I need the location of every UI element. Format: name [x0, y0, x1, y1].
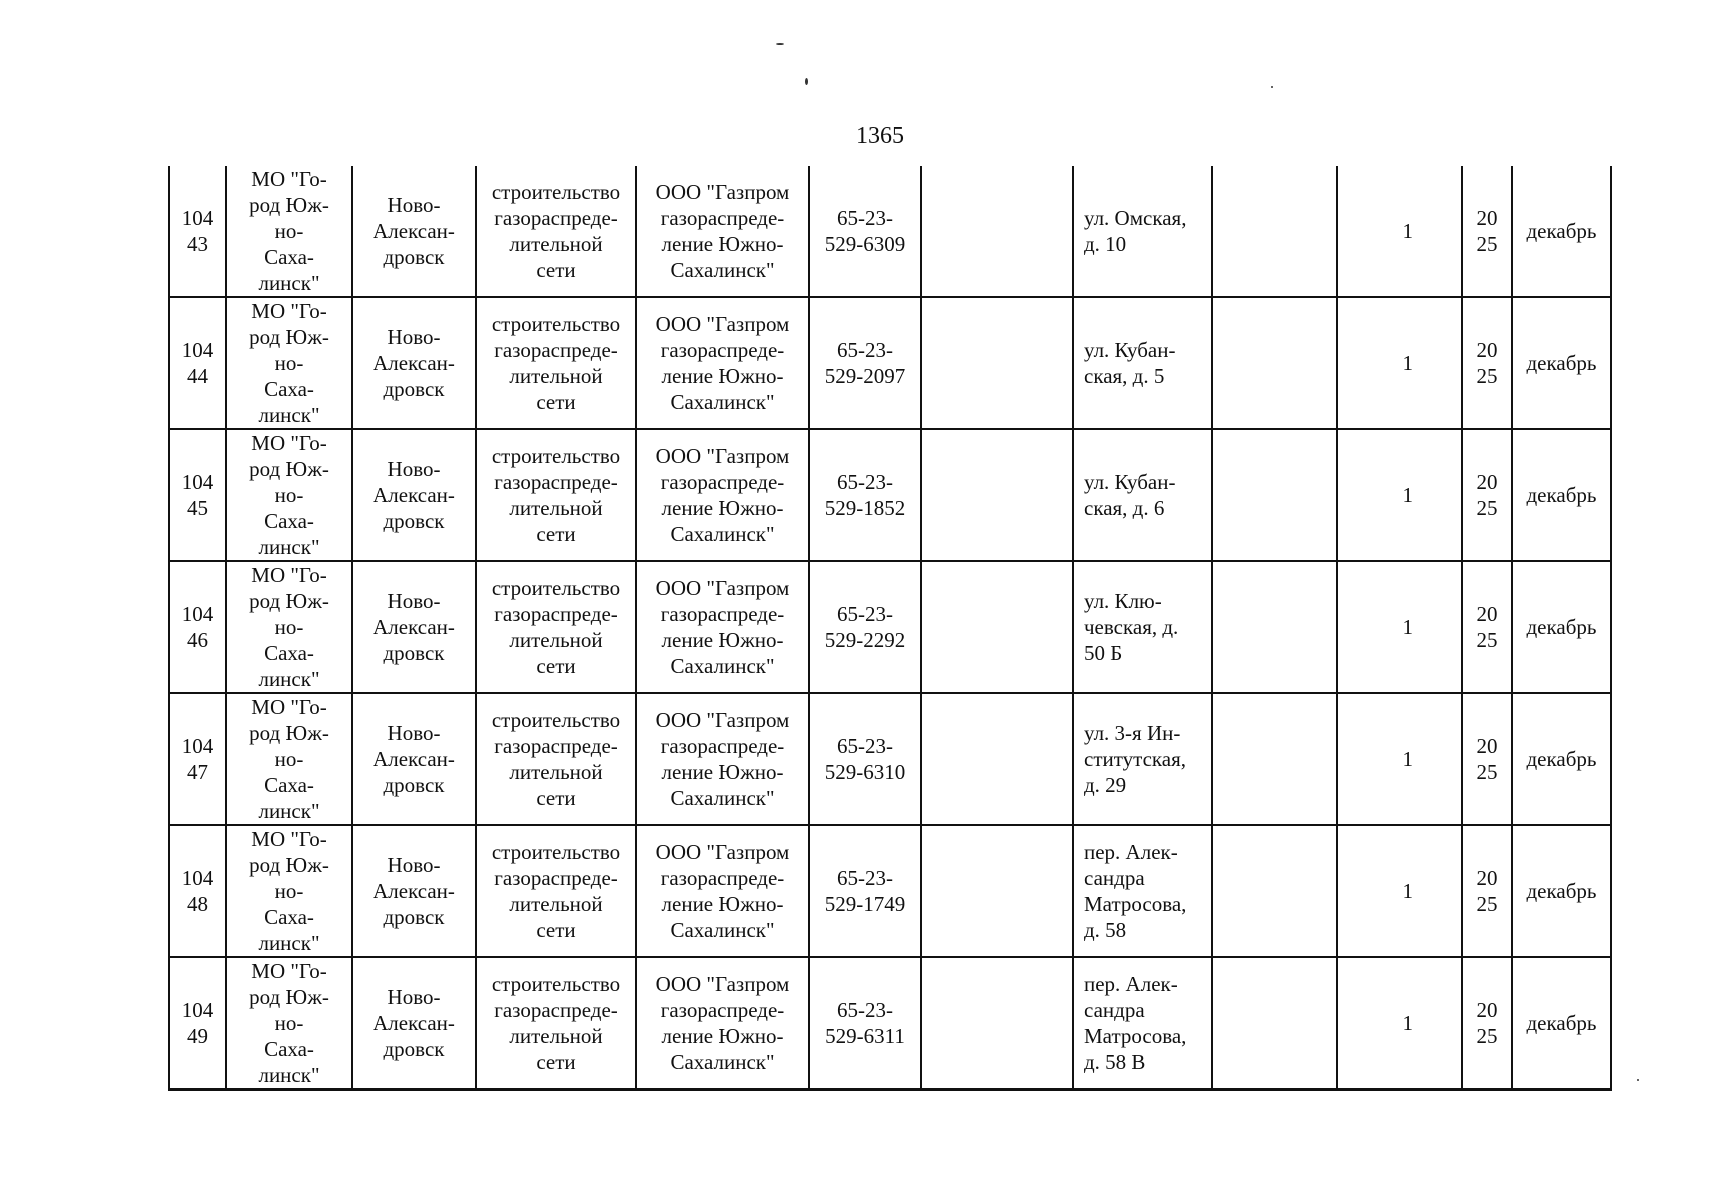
cell-month: декабрь — [1512, 825, 1611, 957]
cell-address: ул. Кубан- ская, д. 6 — [1073, 429, 1212, 561]
cell-empty — [921, 561, 1073, 693]
cell-work-type: строительство газораспреде- лительной сети — [476, 166, 636, 297]
cell-code: 65-23- 529-6310 — [809, 693, 921, 825]
table-row — [169, 561, 1611, 693]
cell-count: 1 — [1337, 166, 1462, 297]
cell-count: 1 — [1337, 825, 1462, 957]
cell-work-type: строительство газораспреде- лительной сети — [476, 825, 636, 957]
cell-year: 20 25 — [1462, 297, 1512, 429]
cell-empty — [921, 297, 1073, 429]
cell-year: 20 25 — [1462, 693, 1512, 825]
cell-locality: Ново- Алексан- дровск — [352, 825, 476, 957]
cell-year: 20 25 — [1462, 429, 1512, 561]
cell-month: декабрь — [1512, 957, 1611, 1090]
cell-organization: ООО "Газпром газораспреде- ление Южно- Сахалинск" — [636, 561, 809, 693]
cell-locality: Ново- Алексан- дровск — [352, 429, 476, 561]
cell-month: декабрь — [1512, 297, 1611, 429]
cell-number: 104 47 — [169, 693, 226, 825]
cell-organization: ООО "Газпром газораспреде- ление Южно- Сахалинск" — [636, 297, 809, 429]
cell-code: 65-23- 529-2097 — [809, 297, 921, 429]
cell-organization: ООО "Газпром газораспреде- ление Южно- Сахалинск" — [636, 825, 809, 957]
cell-empty — [921, 166, 1073, 297]
cell-code: 65-23- 529-6311 — [809, 957, 921, 1090]
cell-municipality: МО "Го- род Юж- но- Саха- линск" — [226, 429, 352, 561]
cell-address: пер. Алек- сандра Матросова, д. 58 — [1073, 825, 1212, 957]
cell-empty — [1212, 166, 1337, 297]
cell-address: пер. Алек- сандра Матросова, д. 58 В — [1073, 957, 1212, 1090]
cell-locality: Ново- Алексан- дровск — [352, 166, 476, 297]
page-number: 1365 — [856, 123, 904, 149]
cell-year: 20 25 — [1462, 166, 1512, 297]
cell-empty — [921, 429, 1073, 561]
cell-work-type: строительство газораспреде- лительной сети — [476, 693, 636, 825]
cell-month: декабрь — [1512, 561, 1611, 693]
cell-locality: Ново- Алексан- дровск — [352, 957, 476, 1090]
cell-code: 65-23- 529-1749 — [809, 825, 921, 957]
cell-number: 104 44 — [169, 297, 226, 429]
scan-speck — [1271, 86, 1273, 88]
cell-municipality: МО "Го- род Юж- но- Саха- линск" — [226, 166, 352, 297]
cell-work-type: строительство газораспреде- лительной сети — [476, 957, 636, 1090]
cell-locality: Ново- Алексан- дровск — [352, 693, 476, 825]
cell-municipality: МО "Го- род Юж- но- Саха- линск" — [226, 957, 352, 1090]
cell-empty — [1212, 297, 1337, 429]
cell-municipality: МО "Го- род Юж- но- Саха- линск" — [226, 561, 352, 693]
scan-speck — [776, 43, 784, 45]
cell-empty — [1212, 825, 1337, 957]
cell-organization: ООО "Газпром газораспреде- ление Южно- Сахалинск" — [636, 957, 809, 1090]
cell-empty — [921, 957, 1073, 1090]
cell-month: декабрь — [1512, 166, 1611, 297]
cell-number: 104 43 — [169, 166, 226, 297]
cell-code: 65-23- 529-2292 — [809, 561, 921, 693]
cell-empty — [1212, 693, 1337, 825]
cell-empty — [1212, 957, 1337, 1090]
cell-empty — [921, 825, 1073, 957]
table-row — [169, 429, 1611, 561]
table-row — [169, 825, 1611, 957]
cell-address: ул. 3-я Ин- ститутская, д. 29 — [1073, 693, 1212, 825]
cell-empty — [1212, 429, 1337, 561]
cell-municipality: МО "Го- род Юж- но- Саха- линск" — [226, 693, 352, 825]
cell-month: декабрь — [1512, 429, 1611, 561]
cell-number: 104 48 — [169, 825, 226, 957]
cell-organization: ООО "Газпром газораспреде- ление Южно- Сахалинск" — [636, 429, 809, 561]
cell-work-type: строительство газораспреде- лительной сети — [476, 297, 636, 429]
table-row — [169, 297, 1611, 429]
cell-municipality: МО "Го- род Юж- но- Саха- линск" — [226, 825, 352, 957]
cell-year: 20 25 — [1462, 957, 1512, 1090]
cell-empty — [1212, 561, 1337, 693]
cell-code: 65-23- 529-6309 — [809, 166, 921, 297]
cell-count: 1 — [1337, 297, 1462, 429]
cell-year: 20 25 — [1462, 561, 1512, 693]
cell-year: 20 25 — [1462, 825, 1512, 957]
scan-speck — [1637, 1079, 1639, 1081]
cell-address: ул. Клю- чевская, д. 50 Б — [1073, 561, 1212, 693]
cell-number: 104 49 — [169, 957, 226, 1090]
cell-code: 65-23- 529-1852 — [809, 429, 921, 561]
scan-speck — [805, 78, 808, 85]
cell-count: 1 — [1337, 429, 1462, 561]
cell-municipality: МО "Го- род Юж- но- Саха- линск" — [226, 297, 352, 429]
cell-number: 104 45 — [169, 429, 226, 561]
cell-count: 1 — [1337, 957, 1462, 1090]
table-row — [169, 693, 1611, 825]
cell-month: декабрь — [1512, 693, 1611, 825]
cell-empty — [921, 693, 1073, 825]
cell-number: 104 46 — [169, 561, 226, 693]
cell-locality: Ново- Алексан- дровск — [352, 297, 476, 429]
cell-count: 1 — [1337, 693, 1462, 825]
cell-address: ул. Омская, д. 10 — [1073, 166, 1212, 297]
cell-address: ул. Кубан- ская, д. 5 — [1073, 297, 1212, 429]
table-row — [169, 166, 1611, 297]
table-body — [169, 166, 1611, 1090]
cell-locality: Ново- Алексан- дровск — [352, 561, 476, 693]
cell-count: 1 — [1337, 561, 1462, 693]
cell-organization: ООО "Газпром газораспреде- ление Южно- Сахалинск" — [636, 693, 809, 825]
cell-organization: ООО "Газпром газораспреде- ление Южно- Сахалинск" — [636, 166, 809, 297]
cell-work-type: строительство газораспреде- лительной сети — [476, 561, 636, 693]
cell-work-type: строительство газораспреде- лительной сети — [476, 429, 636, 561]
registry-table — [168, 166, 1612, 1091]
table-row — [169, 957, 1611, 1090]
